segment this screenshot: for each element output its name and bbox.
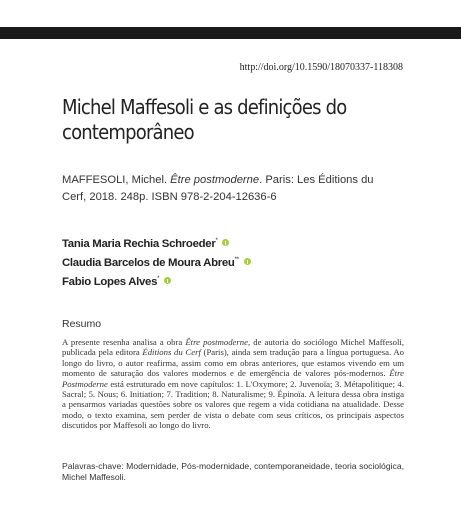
section-bar: [0, 27, 461, 63]
author-name: Tania Maria Rechia Schroeder: [62, 238, 216, 250]
author-footnote-mark: *: [157, 276, 160, 282]
reference-details: Cerf, 2018. 248p. ISBN 978-2-204-12636-6: [62, 191, 277, 203]
abstract-italic: Être postmoderne: [185, 337, 248, 347]
book-reference: [62, 172, 407, 206]
abstract-heading: Resumo: [62, 318, 102, 330]
author-list: [62, 233, 402, 290]
reference-book-title: Être postmoderne: [170, 174, 260, 186]
author-3: [62, 271, 402, 290]
abstract-segment: A presente resenha analisa a obra: [62, 337, 186, 347]
author-1: [62, 233, 402, 252]
orcid-icon[interactable]: [222, 239, 229, 246]
author-2: [62, 252, 402, 271]
abstract-segment: , de autoria do sociólogo Michel Maffesoli, publicada pela editora: [62, 337, 404, 358]
author-name: Claudia Barcelos de Moura Abreu: [62, 257, 235, 269]
author-name: Fabio Lopes Alves: [62, 276, 158, 288]
abstract-segment: (Paris), ainda sem tradução para a língua portuguesa. Ao longo do livro, o autor reafirma, assim como em obras anteriores, que estamos vivendo em um momento de saturação dos valores modernos e de emergência de valores pós-modernos.: [62, 347, 405, 379]
doi-link[interactable]: http://doi.org/10.1590/18070337-118308: [239, 62, 403, 73]
reference-publisher: . Paris: Les Éditions du: [259, 174, 374, 186]
orcid-icon[interactable]: [164, 277, 171, 284]
orcid-icon[interactable]: [244, 258, 251, 265]
abstract-italic: Éditions du Cerf: [142, 347, 201, 358]
abstract-text: [62, 337, 404, 431]
author-footnote-mark: **: [234, 257, 239, 263]
article-title: Michel Maffesoli e as definições do contemporâneo: [62, 95, 347, 144]
section-label: RESENHAS: [357, 56, 401, 63]
abstract-segment: está estruturado em nove capítulos: 1. L'Oxymore; 2. Juvenoïa; 3. Métapolitique; 4. Sacral; 5. Nous; 6. Initiation; 7. Tradition; 8. Naturalisme; 9. Épinoïa. A leitura dessa obra instiga a pensarmos variadas questões sobre os valores que regem a vida cotidiana na atualidade. Desse modo, o texto examina, sem perder de vista o debate com seus críticos, os principais aspectos discutidos por Maffesoli ao longo do livro.: [62, 378, 404, 431]
reference-author: MAFFESOLI, Michel.: [62, 174, 171, 186]
author-footnote-mark: *: [215, 238, 218, 244]
keywords: Palavras-chave: Modernidade, Pós-modernidade, contemporaneidade, teoria sociológica, Michel Maffesoli.: [62, 461, 404, 482]
abstract-italic: Être Postmoderne: [62, 368, 404, 389]
